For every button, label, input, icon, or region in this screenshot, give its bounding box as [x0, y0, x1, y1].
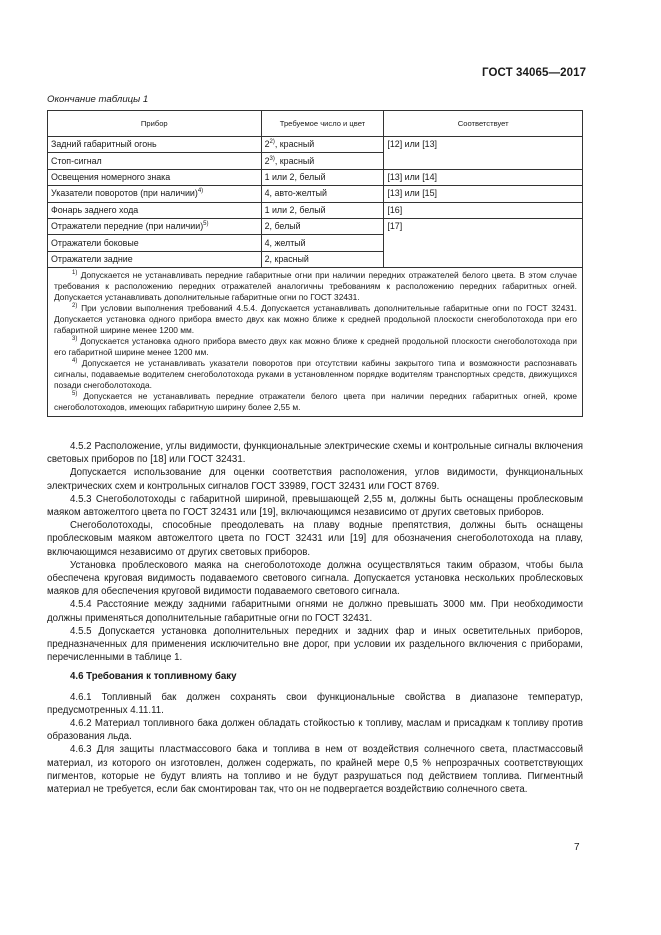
header-device: Прибор [48, 111, 262, 137]
paragraph: Установка проблескового маяка на снегоболотоходе должна осуществляться таким образом, чтобы была обеспечена круговая видимость подаваемого светового сигнала. Допускается установка нескольких проблесковых маяков для обеспечения круговой видимости подаваемого светового сигнала. [47, 559, 583, 598]
count-cell: 2, красный [261, 251, 384, 267]
table-row [48, 218, 583, 234]
table-footnotes [48, 268, 583, 417]
count-cell: 4, авто-желтый [261, 186, 384, 202]
conformity-cell: [16] [384, 202, 583, 218]
footnote: $^{2)}$ При условии выполнения требований 4.5.4. Допускается устанавливать дополнительные габаритные огни по ГОСТ 32431. Допускается установка одного прибора вместо двух как можно ближе к средней продольной плоскости снегоболотохода при его габаритной ширине менее 1200 мм. [54, 303, 577, 336]
paragraph: 4.6.1 Топливный бак должен сохранять свои функциональные свойства в диапазоне температур, предусмотренных 4.11.11. [47, 691, 583, 716]
footnote: $^{4)}$ Допускается не устанавливать указатели поворотов при отсутствии кабины закрытого типа и возможности распознавать сигналы, подаваемые водителем снегоболотохода руками в установленном порядке водителям транспортных средств, движущихся позади снегоболотохода. [54, 358, 577, 391]
body-text [47, 440, 583, 796]
table-row [48, 202, 583, 218]
conformity-cell: [13] или [14] [384, 169, 583, 185]
section-heading: 4.6 Требования к топливному баку [70, 671, 237, 683]
count-cell: 2, белый [261, 218, 384, 234]
count-cell: 1 или 2, белый [261, 169, 384, 185]
paragraph: 4.6.3 Для защиты пластмассового бака и топлива в нем от воздействия солнечного света, пластмассовый материал, из которого он изготовлен, должен содержать, по крайней мере 0,5 % непрозрачных соответствующих пигментов, которые не будут влиять на топливо и не будут разрушаться под действием топлива. Пигментный материал не требуется, если бак смонтирован так, что он не подвергается воздействию солнечного света. [47, 744, 583, 796]
table-caption: Окончание таблицы 1 [47, 94, 149, 105]
footnote: $^{1)}$ Допускается не устанавливать передние габаритные огни при наличии передних отражателей белого цвета. В этом случае требования к расположению передних отражателей аналогичны требованиям к расположению передних габаритных огней. Допускается устанавливать дополнительные габаритные огни по ГОСТ 32431. [54, 270, 577, 303]
device-cell: Отражатели передние (при наличии)$^{5)}$ [48, 218, 262, 234]
device-cell: Отражатели боковые [48, 235, 262, 251]
table-row [48, 186, 583, 202]
paragraph: Снегоболотоходы, способные преодолевать на плаву водные препятствия, должны быть оснащены проблесковым маяком автожелтого цвета по ГОСТ 32431 или [19] для обозначения снегоболотохода на плаву, включающимся независимо от других световых приборов. [47, 520, 583, 558]
header-conformity: Соответствует [384, 111, 583, 137]
count-cell: 1 или 2, белый [261, 202, 384, 218]
device-cell: Фонарь заднего хода [48, 202, 262, 218]
conformity-cell: [13] или [15] [384, 186, 583, 202]
paragraph: 4.5.3 Снегоболотоходы с габаритной шириной, превышающей 2,55 м, должны быть оснащены проблесковым маяком автожелтого цвета по ГОСТ 32431 или [19], включающимся независимо от других световых приборов. [47, 493, 583, 519]
table-header-row [48, 111, 583, 137]
paragraph: 4.5.2 Расположение, углы видимости, функциональные электрические схемы и контрольные сигналы включения световых приборов по [18] или ГОСТ 32431. [47, 441, 583, 466]
count-cell: 2$^{2)}$, красный [261, 137, 384, 153]
paragraph: Допускается использование для оценки соответствия расположения, углов видимости, функциональных электрических схем и контрольных сигналов ГОСТ 33989, ГОСТ 32431 или ГОСТ 8769. [47, 467, 583, 492]
footnote: $^{5)}$ Допускается не устанавливать передние отражатели белого цвета при наличии передних габаритных огней, кроме снегоболотоходов, имеющих габаритную ширину более 2,55 м. [54, 391, 577, 413]
device-cell: Освещения номерного знака [48, 169, 262, 185]
table-row [48, 169, 583, 185]
conformity-cell: [17] [384, 218, 583, 267]
table-notes-row [48, 268, 583, 417]
count-cell: 2$^{3)}$, красный [261, 153, 384, 169]
count-cell: 4, желтый [261, 235, 384, 251]
table-row [48, 137, 583, 153]
footnote: $^{3)}$ Допускается установка одного прибора вместо двух как можно ближе к средней продольной плоскости снегоболотохода при его габаритной ширине менее 1200 мм. [54, 336, 577, 358]
lighting-table [47, 110, 583, 417]
page-number: 7 [574, 842, 580, 853]
device-cell: Отражатели задние [48, 251, 262, 267]
header-count-color: Требуемое число и цвет [261, 111, 384, 137]
paragraph: 4.6.2 Материал топливного бака должен обладать стойкостью к топливу, маслам и присадкам к топливу против образования льда. [47, 718, 583, 743]
device-cell: Задний габаритный огонь [48, 137, 262, 153]
conformity-cell: [12] или [13] [384, 137, 583, 170]
paragraph: 4.5.5 Допускается установка дополнительных передних и задних фар и иных осветительных приборов, предназначенных для применения исключительно вне дорог, при условии их раздельного включения с приборами, перечисленными в таблице 1. [47, 625, 583, 664]
device-cell: Стоп-сигнал [48, 153, 262, 169]
document-code: ГОСТ 34065—2017 [482, 67, 587, 79]
paragraph: 4.5.4 Расстояние между задними габаритными огнями не должно превышать 3000 мм. При необходимости должны применяться дополнительные габаритные огни по ГОСТ 32431. [47, 599, 583, 624]
device-cell: Указатели поворотов (при наличии)$^{4)}$ [48, 186, 262, 202]
